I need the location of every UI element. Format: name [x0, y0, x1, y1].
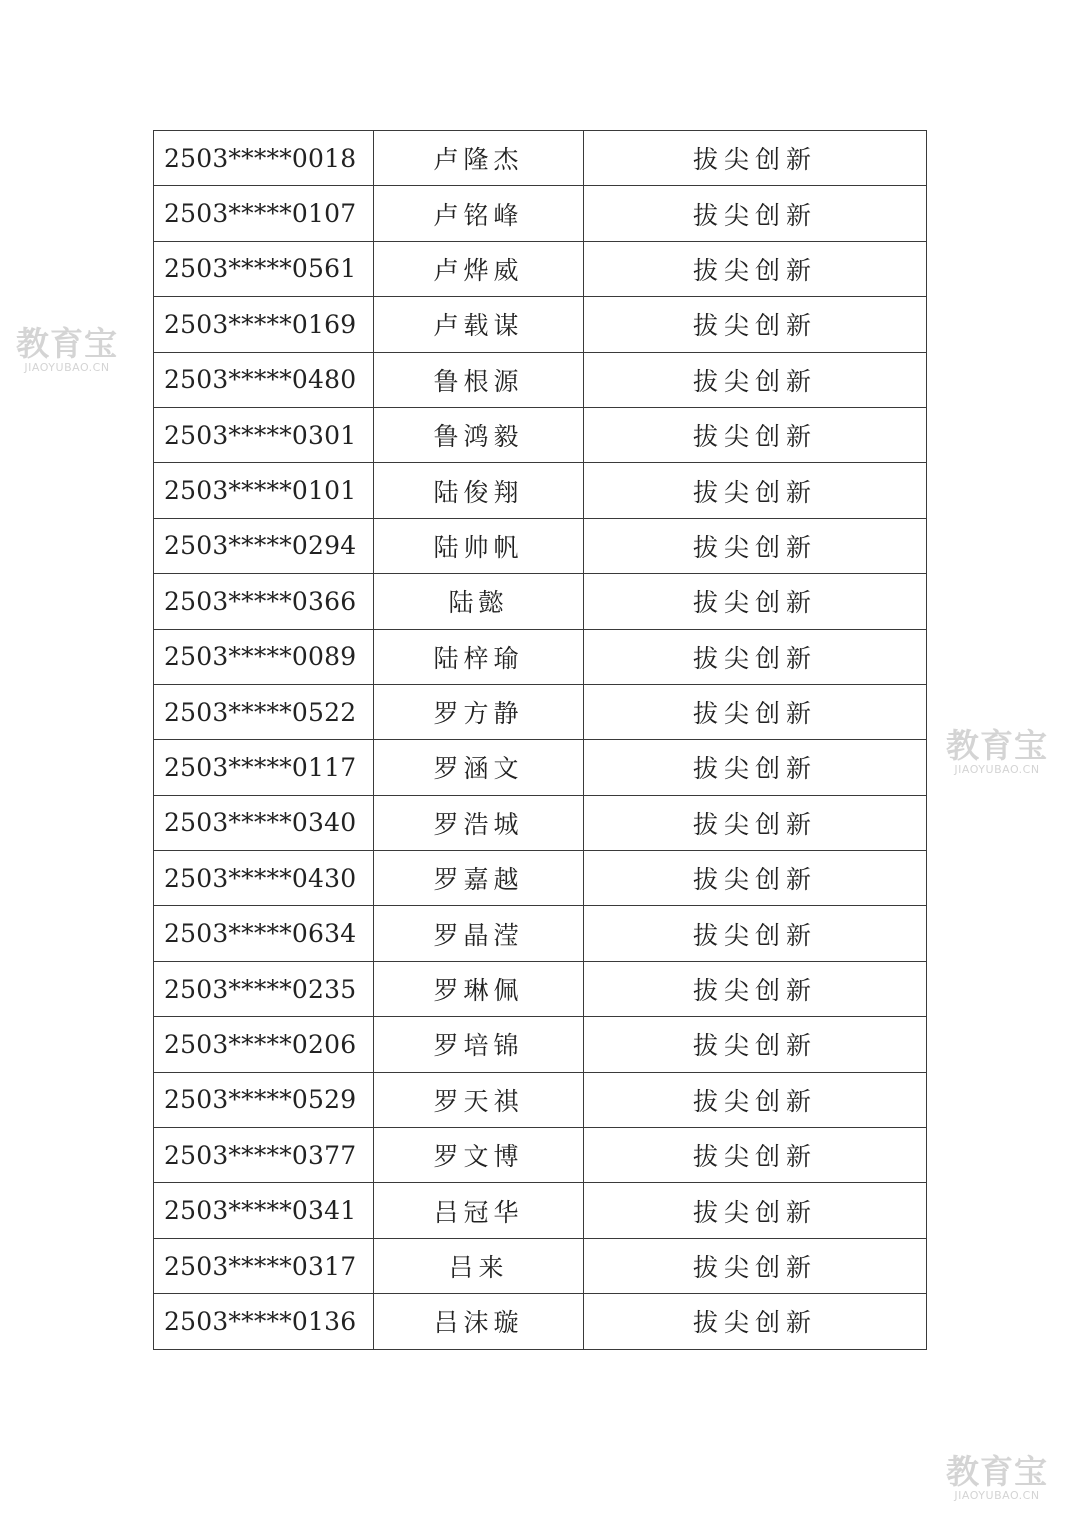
student-name-cell: 罗培锦	[374, 1017, 584, 1072]
table-row	[154, 518, 927, 573]
table-row	[154, 352, 927, 407]
student-id-cell: 2503*****0377	[154, 1128, 374, 1183]
student-name-cell: 罗方静	[374, 684, 584, 739]
category-cell: 拔尖创新	[584, 352, 927, 407]
table-row	[154, 1183, 927, 1238]
student-id-cell: 2503*****0089	[154, 629, 374, 684]
category-cell: 拔尖创新	[584, 518, 927, 573]
table-row	[154, 574, 927, 629]
student-name-cell: 陆懿	[374, 574, 584, 629]
student-id-cell: 2503*****0117	[154, 740, 374, 795]
student-name-cell: 吕来	[374, 1238, 584, 1293]
student-id-cell: 2503*****0206	[154, 1017, 374, 1072]
watermark-url: JIAOYUBAO.CN	[954, 763, 1040, 776]
student-name-cell: 卢载谋	[374, 297, 584, 352]
table-row	[154, 851, 927, 906]
student-name-cell: 鲁鸿毅	[374, 407, 584, 462]
student-name-cell: 陆俊翔	[374, 463, 584, 518]
category-cell: 拔尖创新	[584, 961, 927, 1016]
watermark-text: 教育宝	[946, 726, 1048, 765]
category-cell: 拔尖创新	[584, 629, 927, 684]
category-cell: 拔尖创新	[584, 1238, 927, 1293]
category-cell: 拔尖创新	[584, 1072, 927, 1127]
table-row	[154, 629, 927, 684]
table-row	[154, 740, 927, 795]
student-id-cell: 2503*****0430	[154, 851, 374, 906]
watermark-text: 教育宝	[16, 324, 118, 363]
table-row	[154, 131, 927, 186]
student-name-cell: 罗天祺	[374, 1072, 584, 1127]
student-name-cell: 罗涵文	[374, 740, 584, 795]
category-cell: 拔尖创新	[584, 684, 927, 739]
watermark-right-bottom	[946, 1454, 1048, 1502]
student-id-cell: 2503*****0107	[154, 186, 374, 241]
student-id-cell: 2503*****0235	[154, 961, 374, 1016]
category-cell: 拔尖创新	[584, 1294, 927, 1349]
roster-table	[153, 130, 927, 1350]
student-name-cell: 罗晶滢	[374, 906, 584, 961]
table-row	[154, 463, 927, 518]
student-id-cell: 2503*****0018	[154, 131, 374, 186]
student-name-cell: 卢烨威	[374, 241, 584, 296]
table-row	[154, 1294, 927, 1349]
student-name-cell: 吕沫璇	[374, 1294, 584, 1349]
category-cell: 拔尖创新	[584, 241, 927, 296]
watermark-left	[16, 326, 118, 374]
watermark-url: JIAOYUBAO.CN	[24, 361, 110, 374]
student-name-cell: 卢隆杰	[374, 131, 584, 186]
table-row	[154, 297, 927, 352]
student-id-cell: 2503*****0561	[154, 241, 374, 296]
category-cell: 拔尖创新	[584, 851, 927, 906]
student-name-cell: 罗琳佩	[374, 961, 584, 1016]
student-id-cell: 2503*****0340	[154, 795, 374, 850]
watermark-text: 教育宝	[946, 1452, 1048, 1491]
student-id-cell: 2503*****0480	[154, 352, 374, 407]
table-row	[154, 1017, 927, 1072]
table-row	[154, 795, 927, 850]
student-id-cell: 2503*****0341	[154, 1183, 374, 1238]
table-row	[154, 961, 927, 1016]
table-row	[154, 1072, 927, 1127]
student-id-cell: 2503*****0136	[154, 1294, 374, 1349]
student-id-cell: 2503*****0522	[154, 684, 374, 739]
student-id-cell: 2503*****0101	[154, 463, 374, 518]
student-id-cell: 2503*****0301	[154, 407, 374, 462]
category-cell: 拔尖创新	[584, 1128, 927, 1183]
student-name-cell: 吕冠华	[374, 1183, 584, 1238]
student-name-cell: 罗浩城	[374, 795, 584, 850]
student-name-cell: 罗嘉越	[374, 851, 584, 906]
category-cell: 拔尖创新	[584, 407, 927, 462]
student-name-cell: 罗文博	[374, 1128, 584, 1183]
category-cell: 拔尖创新	[584, 297, 927, 352]
table-row	[154, 1238, 927, 1293]
student-id-cell: 2503*****0317	[154, 1238, 374, 1293]
table-row	[154, 241, 927, 296]
table-row	[154, 407, 927, 462]
student-id-cell: 2503*****0169	[154, 297, 374, 352]
student-name-cell: 陆帅帆	[374, 518, 584, 573]
roster-body	[154, 131, 927, 1350]
watermark-url: JIAOYUBAO.CN	[954, 1489, 1040, 1502]
student-id-cell: 2503*****0294	[154, 518, 374, 573]
category-cell: 拔尖创新	[584, 795, 927, 850]
category-cell: 拔尖创新	[584, 574, 927, 629]
category-cell: 拔尖创新	[584, 906, 927, 961]
student-id-cell: 2503*****0366	[154, 574, 374, 629]
category-cell: 拔尖创新	[584, 740, 927, 795]
table-row	[154, 1128, 927, 1183]
student-name-cell: 鲁根源	[374, 352, 584, 407]
watermark-right-middle	[946, 728, 1048, 776]
student-name-cell: 陆梓瑜	[374, 629, 584, 684]
category-cell: 拔尖创新	[584, 186, 927, 241]
category-cell: 拔尖创新	[584, 131, 927, 186]
student-name-cell: 卢铭峰	[374, 186, 584, 241]
category-cell: 拔尖创新	[584, 1183, 927, 1238]
category-cell: 拔尖创新	[584, 463, 927, 518]
student-id-cell: 2503*****0634	[154, 906, 374, 961]
table-row	[154, 906, 927, 961]
student-id-cell: 2503*****0529	[154, 1072, 374, 1127]
table-row	[154, 684, 927, 739]
category-cell: 拔尖创新	[584, 1017, 927, 1072]
table-row	[154, 186, 927, 241]
